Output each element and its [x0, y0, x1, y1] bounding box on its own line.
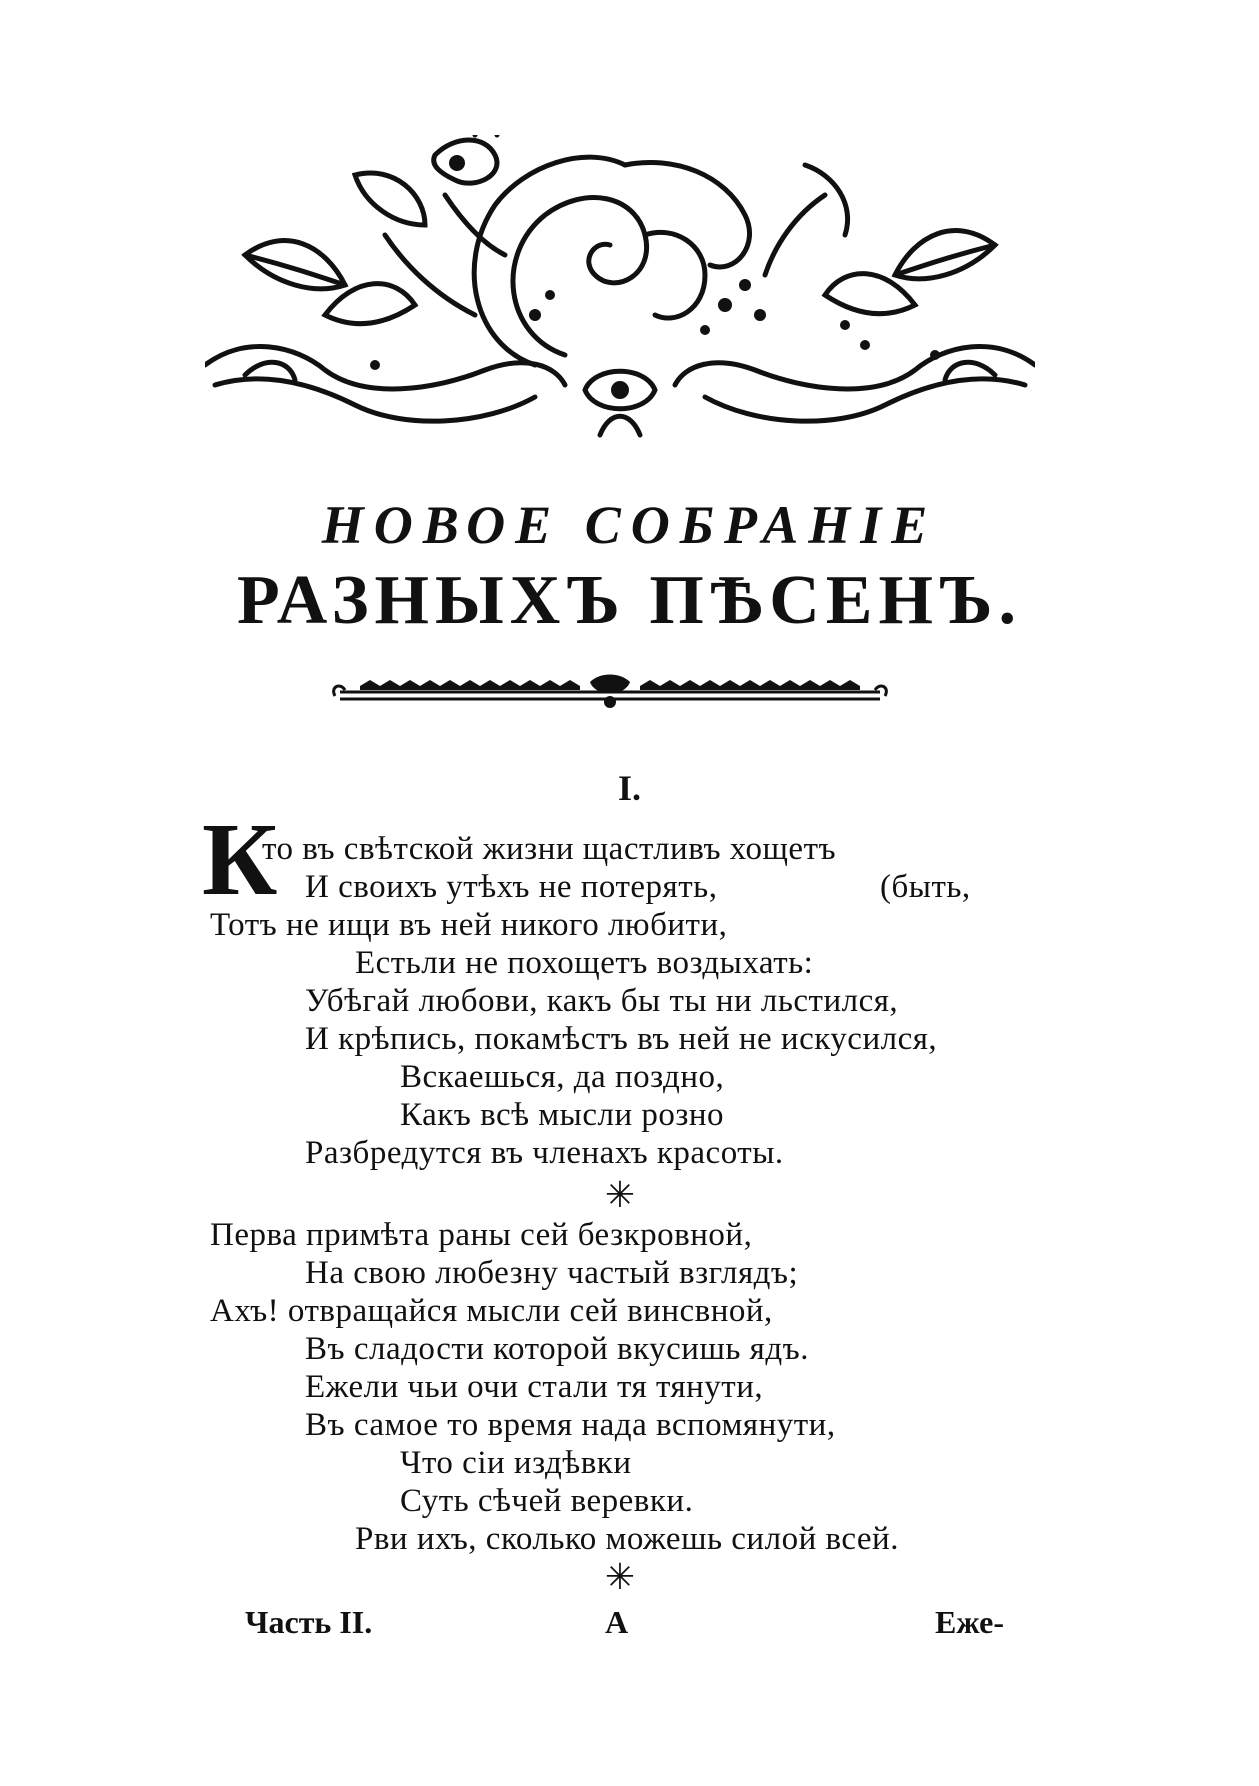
verse-line: Въ самое то время нада вспомянути, [305, 1407, 836, 1443]
verse-line: Рви ихъ, сколько можешь силой всей. [355, 1521, 899, 1557]
song-number: I. [617, 768, 641, 808]
verse-line: Естьли не похощетъ воздыхать: [355, 945, 814, 981]
footer-part-label: Часть II. [245, 1604, 373, 1640]
verse-line: Какъ всѣ мысли розно [400, 1097, 725, 1133]
verse-line: И своихъ утѣхъ не потерять, [305, 869, 718, 905]
verse-line: Вскаешься, да поздно, [400, 1059, 725, 1095]
verse-line: Перва примѣта раны сей безкровной, [210, 1217, 753, 1253]
verse-line: На свою любезну частый взглядъ; [305, 1255, 799, 1291]
footer-catchword: Еже- [935, 1604, 1004, 1640]
verse-line: то въ свѣтской жизни щастливъ хощетъ [262, 831, 837, 867]
verse-line: Ахъ! отвращайся мысли сей винсвной, [210, 1293, 773, 1329]
verse-line: Ежели чьи очи стали тя тянути, [305, 1369, 764, 1405]
verse-line: Суть сѣчей веревки. [400, 1483, 694, 1519]
verse-line: (быть, [880, 869, 971, 905]
verse-line: Тотъ не ищи въ ней никого любити, [210, 907, 728, 943]
footer-signature-mark: А [605, 1604, 629, 1640]
asterisk-separator: ✳ [604, 1175, 636, 1216]
drop-cap: К [202, 802, 278, 917]
verse-line: Убѣгай любови, какъ бы ты ни льстился, [305, 983, 899, 1019]
title-line-1: НОВОЕ СОБРАНІЕ [321, 495, 938, 555]
verse-line: Разбредутся въ членахъ красоты. [305, 1135, 784, 1171]
verse-line: Что сіи издѣвки [400, 1445, 632, 1481]
verse-line: И крѣпись, покамѣстъ въ ней не искусился, [305, 1021, 938, 1057]
verse-line: Въ сладости которой вкусишь ядъ. [305, 1331, 809, 1367]
ornamental-headpiece [205, 135, 1035, 445]
title-line-2: РАЗНЫХЪ ПѢСЕНЪ. [236, 562, 1022, 639]
ornamental-rule [330, 672, 890, 712]
asterisk-separator: ✳ [604, 1557, 636, 1598]
